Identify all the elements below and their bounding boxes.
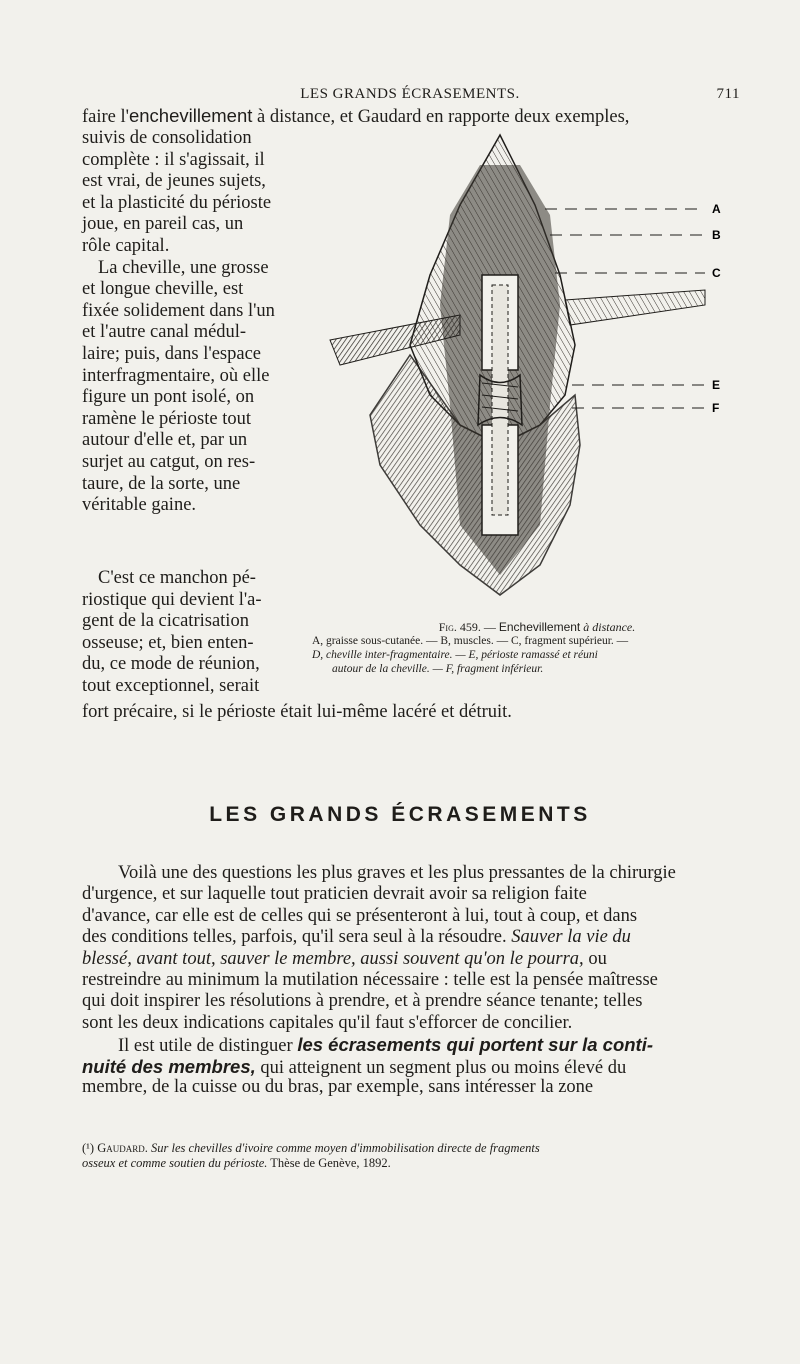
- text-line: sont les deux indications capitales qu'il faut s'efforcer de concilier.: [82, 1012, 573, 1033]
- section-body: [82, 863, 738, 1098]
- bold-italic-run: les écrasements qui portent sur la conti-: [297, 1034, 654, 1056]
- text-line: et longue cheville, est: [82, 279, 244, 300]
- text-line: rôle capital.: [82, 235, 170, 256]
- paragraph3-last-line: fort précaire, si le périoste était lui-même lacéré et détruit.: [82, 702, 512, 722]
- text-line: [82, 1056, 738, 1077]
- text-line: et l'autre canal médul-: [82, 322, 247, 343]
- text-line: interfragmentaire, où elle: [82, 365, 270, 386]
- running-title: LES GRANDS ÉCRASEMENTS.: [300, 86, 520, 102]
- caption-legend-line: autour de la cheville. — F, fragment inférieur.: [332, 663, 544, 675]
- term-enchevillement: enchevillement: [128, 105, 253, 126]
- text-line: autour d'elle et, par un: [82, 430, 248, 451]
- italic-run: Sauver la vie du: [511, 927, 631, 948]
- text-line: complète : il s'agissait, il: [82, 149, 265, 170]
- text-line: et la plasticité du périoste: [82, 192, 272, 213]
- caption-legend-line: A, graisse sous-cutanée. — B, muscles. — C, fragment supérieur. —: [312, 635, 629, 647]
- text-run: faire l': [82, 107, 129, 127]
- text-line: membre, de la cuisse ou du bras, par exemple, sans intéresser la zone: [82, 1076, 594, 1097]
- caption-term: Enchevillement: [498, 620, 581, 634]
- text-line: tout exceptionnel, serait: [82, 675, 260, 696]
- section-heading: LES GRANDS ÉCRASEMENTS: [209, 803, 591, 826]
- text-run: Il est utile de distinguer: [118, 1036, 293, 1057]
- text-line: figure un pont isolé, on: [82, 387, 255, 408]
- text-run: des conditions telles, parfois, qu'il sera seul à la résoudre.: [82, 927, 507, 948]
- text-line: ramène le périoste tout: [82, 408, 252, 429]
- text-line: est vrai, de jeunes sujets,: [82, 171, 266, 192]
- text-line: osseuse; et, bien enten-: [82, 632, 254, 653]
- footnote-source: Thèse de Genève, 1892.: [270, 1156, 391, 1170]
- figure-label-f: F: [712, 401, 720, 415]
- footnote: [82, 1141, 738, 1171]
- text-line: laire; puis, dans l'espace: [82, 343, 262, 364]
- right-flap: [565, 290, 705, 325]
- ivory-peg: [492, 285, 508, 515]
- running-head: [80, 86, 740, 106]
- text-line: riostique qui devient l'a-: [82, 589, 262, 610]
- text-line: Voilà une des questions les plus graves et les plus pressantes de la chirurgie: [118, 863, 676, 883]
- text-line: fixée solidement dans l'un: [82, 300, 275, 321]
- text-line: restreindre au minimum la mutilation nécessaire : telle est la pensée maîtresse: [82, 969, 658, 990]
- text-line: d'urgence, et sur laquelle tout praticien devrait avoir sa religion faite: [82, 884, 587, 905]
- text-line: véritable gaine.: [82, 495, 197, 516]
- caption-fig-number: Fig. 459. —: [438, 620, 499, 634]
- text-line: taure, de la sorte, une: [82, 473, 241, 494]
- text-line: joue, en pareil cas, un: [82, 214, 244, 235]
- figure-459-illustration: [310, 125, 750, 620]
- figure-caption: [312, 620, 742, 676]
- figure-label-b: B: [712, 228, 721, 242]
- italic-run: blessé, avant tout, sauver le membre, aussi souvent qu'on le pourra,: [82, 948, 584, 969]
- text-line: gent de la cicatrisation: [82, 611, 249, 632]
- footnote-title: Sur les chevilles d'ivoire comme moyen d'immobilisation directe de fragments: [150, 1141, 540, 1155]
- text-line: suivis de consolidation: [82, 128, 252, 148]
- text-line: du, ce mode de réunion,: [82, 654, 260, 675]
- text-line: C'est ce manchon pé-: [98, 568, 256, 588]
- footnote-line: [82, 1156, 738, 1171]
- figure-label-c: C: [712, 266, 721, 280]
- bold-italic-run: nuité des membres,: [82, 1055, 256, 1077]
- figure-label-e: E: [712, 378, 721, 392]
- caption-legend-line: D, cheville inter-fragmentaire. — E, périoste ramassé et réuni: [312, 649, 598, 661]
- footnote-marker: (¹): [82, 1141, 95, 1155]
- text-line: [82, 927, 738, 948]
- text-run: à distance, et Gaudard en rapporte deux exemples,: [252, 107, 630, 127]
- footnote-author: Gaudard.: [97, 1141, 148, 1155]
- text-line: d'avance, car elle est de celles qui se présenteront à lui, tout à coup, et dans: [82, 905, 638, 926]
- figure-label-a: A: [712, 202, 721, 216]
- paragraph3: [82, 568, 290, 698]
- text-line: [82, 949, 738, 970]
- caption-title: [312, 620, 742, 634]
- text-line: surjet au catgut, on res-: [82, 451, 256, 472]
- footnote-title: osseux et comme soutien du périoste.: [82, 1156, 268, 1170]
- text-run: ou: [588, 948, 607, 969]
- caption-title-rest: à distance.: [580, 620, 636, 634]
- text-line: [82, 1034, 738, 1055]
- text-line: La cheville, une grosse: [98, 257, 269, 278]
- paragraph1-continued: [82, 128, 294, 517]
- page-number: 711: [716, 86, 740, 102]
- footnote-line: [82, 1141, 738, 1156]
- text-line: qui doit inspirer les résolutions à prendre, et à prendre séance tenante; telles: [82, 991, 643, 1012]
- text-run: qui atteignent un segment plus ou moins élevé du: [260, 1057, 627, 1078]
